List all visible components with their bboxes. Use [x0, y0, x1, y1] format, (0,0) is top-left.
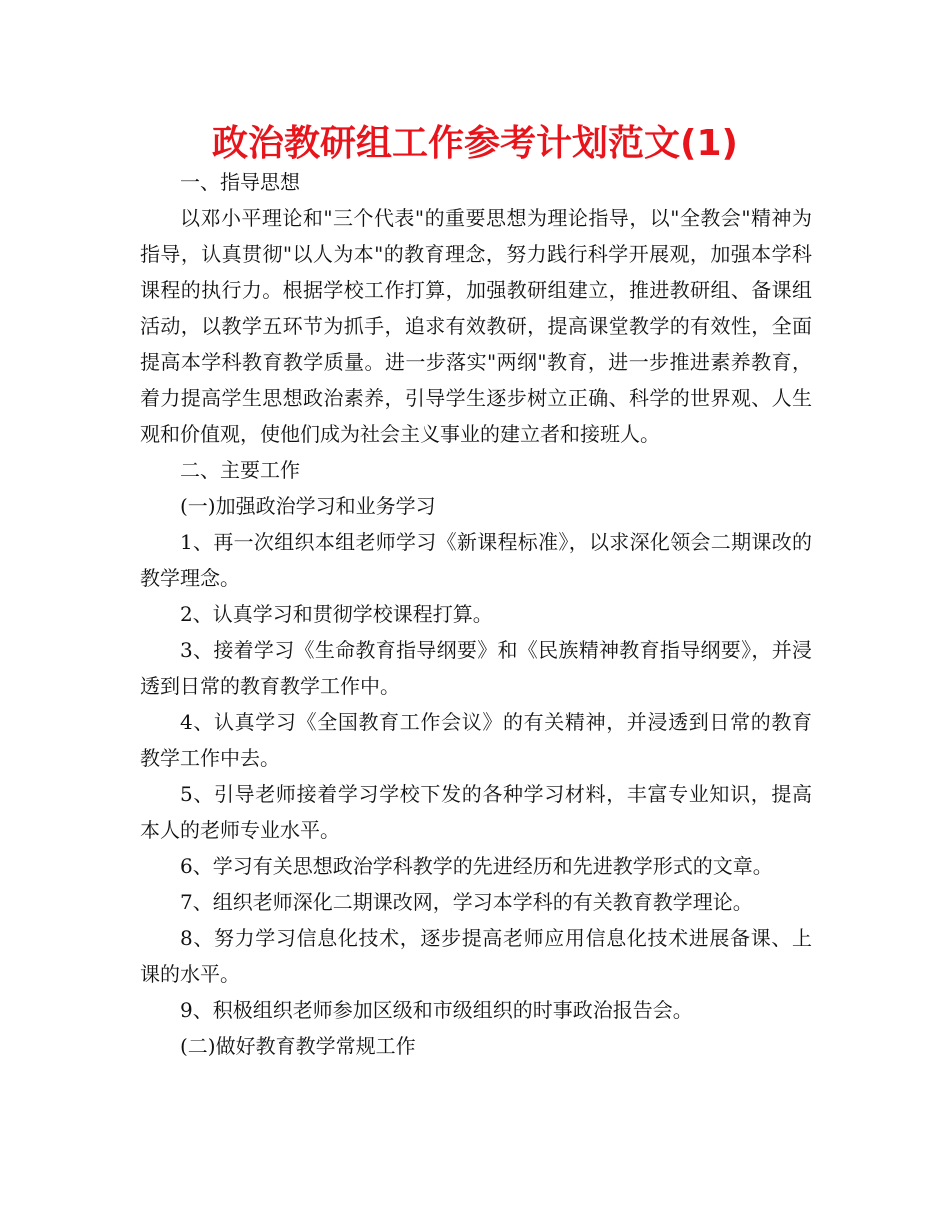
document-body — [140, 164, 812, 1064]
list-item: 5、引导老师接着学习学校下发的各种学习材料，丰富专业知识，提高本人的老师专业水平。 — [140, 782, 812, 842]
list-item: 6、学习有关思想政治学科教学的先进经历和先进教学形式的文章。 — [180, 854, 773, 878]
subsection-heading: (二)做好教育教学常规工作 — [180, 1034, 416, 1058]
section-heading: 一、指导思想 — [180, 170, 300, 194]
document-title: 政治教研组工作参考计划范文(1) — [212, 123, 738, 164]
list-item: 7、组织老师深化二期课改网，学习本学科的有关教育教学理论。 — [180, 890, 753, 914]
paragraph: 以邓小平理论和"三个代表"的重要思想为理论指导，以"全教会"精神为指导，认真贯彻"以人为本"的教育理念，努力践行科学开展观，加强本学科课程的执行力。根据学校工作打算，加强教研组建立，推进教研组、备课组活动，以教学五环节为抓手，追求有效教研，提高课堂教学的有效性，全面提高本学科教育教学质量。进一步落实"两纲"教育，进一步推进素养教育，着力提高学生思想政治素养，引导学生逐步树立正确、科学的世界观、人生观和价值观，使他们成为社会主义事业的建立者和接班人。 — [140, 206, 812, 446]
list-item: 3、接着学习《生命教育指导纲要》和《民族精神教育指导纲要》，并浸透到日常的教育教学工作中。 — [140, 638, 812, 698]
list-item: 9、积极组织老师参加区级和市级组织的时事政治报告会。 — [180, 998, 693, 1022]
list-item: 2、认真学习和贯彻学校课程打算。 — [180, 602, 493, 626]
subsection-heading: (一)加强政治学习和业务学习 — [180, 494, 436, 518]
list-item: 8、努力学习信息化技术，逐步提高老师应用信息化技术进展备课、上课的水平。 — [140, 926, 812, 986]
section-heading: 二、主要工作 — [180, 458, 300, 482]
list-item: 4、认真学习《全国教育工作会议》的有关精神，并浸透到日常的教育教学工作中去。 — [140, 710, 812, 770]
list-item: 1、再一次组织本组老师学习《新课程标准》，以求深化领会二期课改的教学理念。 — [140, 530, 812, 590]
